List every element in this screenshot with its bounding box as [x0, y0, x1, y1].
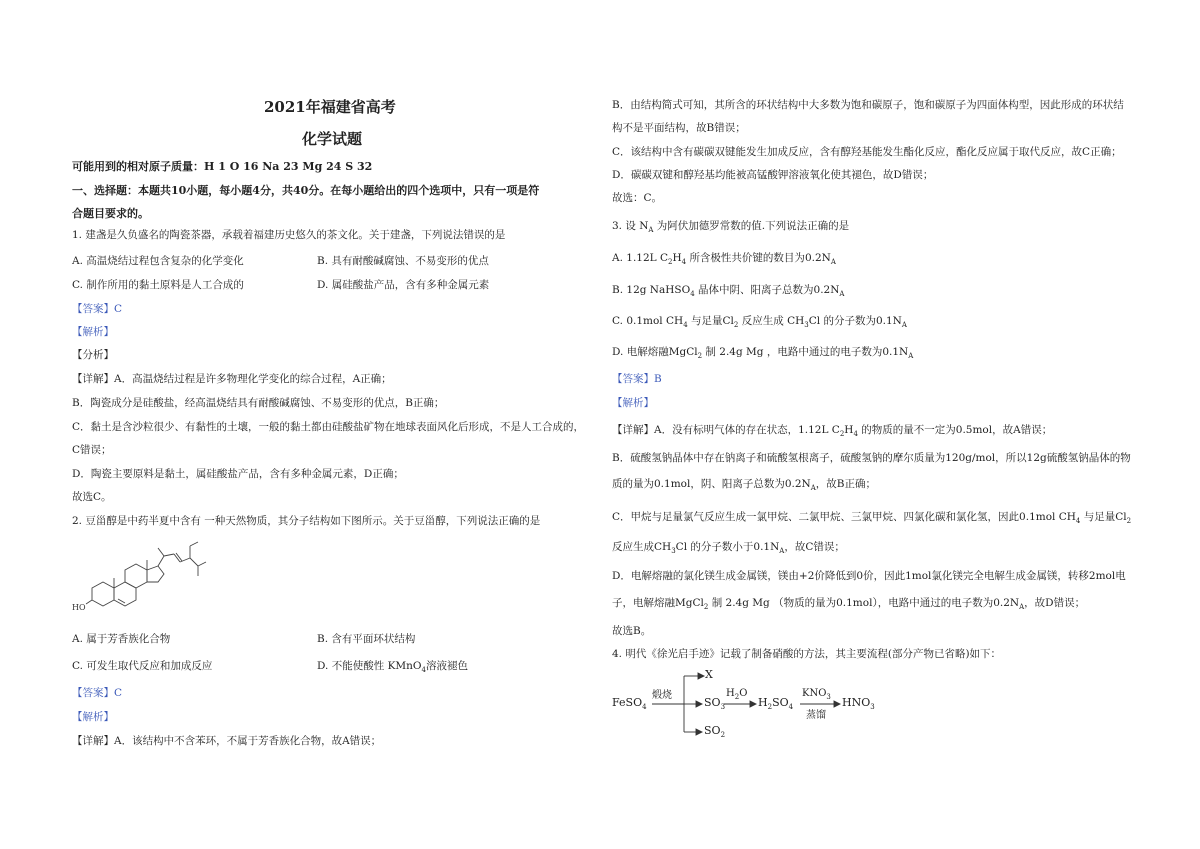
q2-stem: 2. 豆甾醇是中药半夏中含有 一种天然物质，其分子结构如下图所示。关于豆甾醇，下列说法正确的是 — [72, 515, 541, 527]
h2so4-label: $H_2SO_4$ — [758, 696, 794, 712]
hydroxyl-label: HO — [72, 603, 86, 612]
q1-fenxi: 【分析】 — [72, 349, 114, 361]
ring-d — [147, 566, 164, 582]
q1-detail-b: B．陶瓷成分是硅酸盐，经高温烧结具有耐酸碱腐蚀、不易变形的优点，B正确； — [72, 397, 445, 409]
q1-analysis: 【解析】 — [72, 326, 114, 338]
x-product: X — [705, 668, 713, 681]
atomic-masses: 可能用到的相对原子质量：H 1 O 16 Na 23 Mg 24 S 32 — [72, 160, 373, 173]
q3-option-b: B. 12g NaHSO$_4$ 晶体中阴、阳离子总数为$0.2N_A$ — [612, 284, 845, 299]
q1-option-c: C. 制作所用的黏土原料是人工合成的 — [72, 279, 244, 291]
q3-detail-b-cont: 质的量为0.1mol，阴、阳离子总数为$0.2N_A$，故B正确； — [612, 478, 877, 493]
q3-stem: 3. 设 $N_A$ 为阿伏加德罗常数的值.下列说法正确的是 — [612, 220, 850, 235]
q3-detail-b: B．硫酸氢钠晶体中存在钠离子和硫酸氢根离子，硫酸氢钠的摩尔质量为120g/mol，所以12g硫酸氢钠晶体的物 — [612, 452, 1131, 464]
q3-conclusion: 故选B。 — [612, 625, 652, 637]
q2-option-a: A. 属于芳香族化合物 — [72, 633, 171, 645]
q1-detail-c-cont: C错误； — [72, 444, 112, 456]
q2-option-b: B. 含有平面环状结构 — [317, 633, 416, 645]
section-heading-cont: 合题目要求的。 — [72, 207, 149, 220]
q1-detail-a: 【详解】A．高温烧结过程是许多物理化学变化的综合过程，A正确； — [72, 373, 392, 385]
q3-detail-c-cont: 反应生成$CH_3Cl$ 的分子数小于$0.1N_A$，故C错误； — [612, 541, 845, 556]
q4-stem: 4. 明代《徐光启手迹》记载了制备硝酸的方法，其主要流程(部分产物已省略)如下： — [612, 648, 1002, 660]
nitric-acid-flow-diagram — [612, 664, 912, 744]
q3-analysis: 【解析】 — [612, 397, 654, 409]
q1-answer: 【答案】C — [72, 303, 123, 315]
q1-conclusion: 故选C。 — [72, 491, 112, 503]
page-subtitle: 化学试题 — [302, 130, 363, 148]
q3-detail-c: C．甲烷与足量氯气反应生成一氯甲烷、二氯甲烷、三氯甲烷、四氯化碳和氯化氢，因此0.1mol $CH_4$ 与足量$Cl_2$ — [612, 511, 1132, 526]
q2-detail-b-cont: 构不是平面结构，故B错误； — [612, 122, 746, 134]
q2-analysis: 【解析】 — [72, 711, 114, 723]
section-heading: 一、选择题：本题共10小题，每小题4分，共40分。在每小题给出的四个选项中，只有一项是符 — [72, 184, 540, 197]
q2-detail-d: D．碳碳双键和醇羟基均能被高锰酸钾溶液氧化使其褪色，故D错误； — [612, 169, 934, 181]
q3-option-a: A. 1.12L $C_2H_4$ 所含极性共价键的数目为$0.2N_A$ — [612, 252, 836, 267]
feso4-label: FeSO$_4$ — [612, 696, 647, 712]
stigmasterol-structure — [72, 536, 212, 620]
distill-label: 蒸馏 — [806, 710, 826, 721]
water-label: $H_2O$ — [726, 688, 748, 701]
ring-b — [114, 582, 136, 606]
q2-option-c: C. 可发生取代反应和加成反应 — [72, 660, 213, 672]
ring-c — [125, 564, 147, 588]
q3-detail-d-cont: 子，电解熔融MgCl$_2$ 制 2.4g Mg （物质的量为0.1mol），电路中通过的电子数为$0.2N_A$，故D错误； — [612, 597, 1086, 612]
q3-detail-a: 【详解】A．没有标明气体的存在状态，1.12L $C_2H_4$ 的物质的量不一定为0.5mol，故A错误； — [612, 424, 1053, 439]
q2-answer: 【答案】C — [72, 687, 123, 699]
page-title: 2021年福建省高考 — [264, 98, 396, 116]
q3-option-d: D. 电解熔融MgCl$_2$ 制 2.4g Mg ，电路中通过的电子数为$0.1N_A$ — [612, 346, 914, 361]
q3-answer: 【答案】B — [612, 373, 662, 385]
q2-detail-a: 【详解】A．该结构中不含苯环，不属于芳香族化合物，故A错误； — [72, 735, 382, 747]
q1-option-b: B. 具有耐酸碱腐蚀、不易变形的优点 — [317, 255, 489, 267]
q1-option-d: D. 属硅酸盐产品，含有多种金属元素 — [317, 279, 490, 291]
q2-conclusion: 故选：C。 — [612, 192, 663, 204]
q3-detail-d: D．电解熔融的氯化镁生成金属镁，镁由+2价降低到0价，因此1mol氯化镁完全电解生成金属镁，转移2mol电 — [612, 570, 1126, 582]
so3-label: $SO_3$ — [704, 696, 726, 712]
q2-detail-b: B．由结构简式可知，其所含的环状结构中大多数为饱和碳原子，饱和碳原子为四面体构型，因此形成的环状结 — [612, 99, 1124, 111]
ring-a — [92, 582, 114, 606]
q1-option-a: A. 高温烧结过程包含复杂的化学变化 — [72, 255, 244, 267]
so2-label: $SO_2$ — [704, 724, 726, 740]
q3-option-c: C. 0.1mol $CH_4$ 与足量$Cl_2$ 反应生成 $CH_3Cl$ 的分子数为$0.1N_A$ — [612, 315, 907, 330]
hno3-label: $HNO_3$ — [842, 696, 875, 712]
q1-detail-c: C．黏土是含沙粒很少、有黏性的土壤，一般的黏土都由硅酸盐矿物在地球表面风化后形成，不是人工合成的， — [72, 421, 585, 433]
calcine-label: 煅烧 — [652, 690, 672, 701]
q2-option-d: D. 不能使酸性 KMnO$_4$溶液褪色 — [317, 660, 469, 675]
q1-stem: 1. 建盏是久负盛名的陶瓷茶器，承载着福建历史悠久的茶文化。关于建盏，下列说法错误的是 — [72, 229, 506, 241]
q2-detail-c: C．该结构中含有碳碳双键能发生加成反应，含有醇羟基能发生酯化反应，酯化反应属于取代反应，故C正确； — [612, 146, 1122, 158]
q1-detail-d: D．陶瓷主要原料是黏土，属硅酸盐产品，含有多种金属元素，D正确； — [72, 468, 404, 480]
kno3-label: $KNO_3$ — [802, 688, 831, 701]
